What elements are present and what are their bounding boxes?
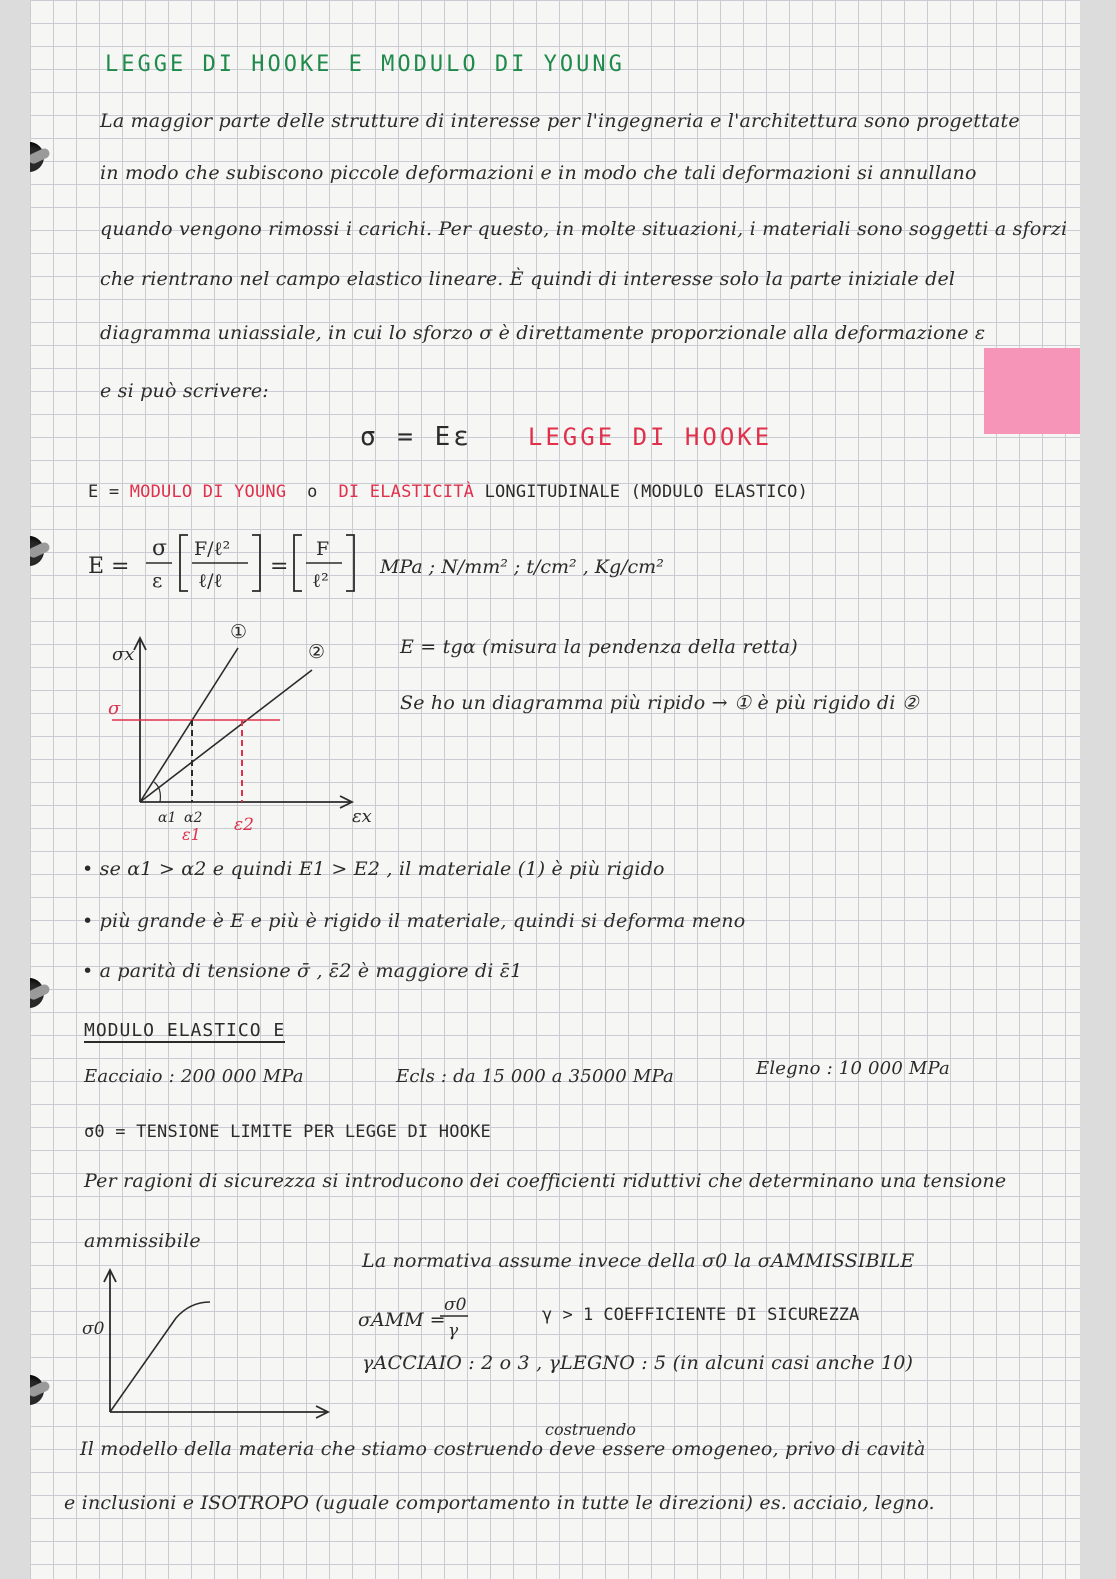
paragraph-line: che rientrano nel campo elastico lineare. È quindi di interesse solo la parte iniziale del bbox=[100, 268, 956, 290]
formula-eq: = bbox=[270, 554, 289, 579]
samm-lhs: σAMM = bbox=[358, 1309, 446, 1331]
graph1-y-label: σx bbox=[112, 644, 135, 665]
limit-stress-graph bbox=[80, 1262, 340, 1422]
graph1-alpha2: α2 bbox=[184, 810, 203, 826]
sigma-amm-formula bbox=[352, 1290, 1052, 1346]
notebook-page bbox=[30, 0, 1080, 1579]
formula-lhs: E = bbox=[88, 554, 130, 579]
bracket1-den: ℓ/ℓ bbox=[198, 570, 223, 592]
norm-line: La normativa assume invece della σ0 la σAMMISSIBILE bbox=[362, 1250, 915, 1272]
graph1-line2-label: ② bbox=[308, 641, 326, 663]
bracket2-num: F bbox=[316, 538, 330, 560]
sigma0-definition: σ0 = TENSIONE LIMITE PER LEGGE DI HOOKE bbox=[84, 1122, 491, 1142]
safety-line: Per ragioni di sicurezza si introducono dei coefficienti riduttivi che determinano una tensione bbox=[84, 1170, 1007, 1192]
graph1-sigma: σ bbox=[108, 698, 121, 719]
young-formula bbox=[80, 525, 780, 605]
limit-curve bbox=[110, 1302, 210, 1412]
sticky-note bbox=[984, 348, 1080, 434]
graph1-eps1: ε1 bbox=[182, 825, 201, 844]
bullet-line: • più grande è E e più è rigido il materiale, quindi si deforma meno bbox=[82, 910, 746, 932]
formula-units: MPa ; N/mm² ; t/cm² , Kg/cm² bbox=[380, 556, 664, 578]
graph1-x-label: εx bbox=[352, 806, 372, 827]
graph2-y-label: σ0 bbox=[82, 1319, 105, 1339]
graph1-alpha1: α1 bbox=[158, 810, 177, 826]
paragraph-line: quando vengono rimossi i carichi. Per questo, in molte situazioni, i materiali sono soggetti a sforzi bbox=[100, 218, 1068, 240]
frac-num: σ bbox=[152, 536, 168, 561]
line-1 bbox=[140, 648, 238, 802]
final-line: Il modello della materia che stiamo costruendo deve essere omogeneo, privo di cavità bbox=[80, 1438, 926, 1460]
paragraph-line: La maggior parte delle strutture di interesse per l'ingegneria e l'architettura sono progettate bbox=[100, 110, 1020, 132]
paragraph-line: e si può scrivere: bbox=[100, 380, 269, 402]
section-title: MODULO ELASTICO E bbox=[84, 1020, 286, 1041]
def-red-1: MODULO DI YOUNG bbox=[129, 482, 287, 502]
correction-word: costruendo bbox=[545, 1420, 636, 1439]
graph1-note: Se ho un diagramma più ripido → ① è più rigido di ② bbox=[400, 692, 920, 714]
modulus-wood: Elegno : 10 000 MPa bbox=[756, 1058, 950, 1079]
safety-line: ammissibile bbox=[84, 1230, 201, 1252]
samm-num: σ0 bbox=[444, 1295, 467, 1315]
hooke-law bbox=[360, 422, 772, 452]
young-modulus-definition bbox=[88, 482, 808, 502]
modulus-steel: Eacciaio : 200 000 MPa bbox=[84, 1066, 304, 1087]
bracket1-num: F/ℓ² bbox=[194, 538, 231, 560]
samm-den: γ bbox=[448, 1321, 459, 1341]
binder-hole bbox=[30, 142, 44, 172]
binder-hole bbox=[30, 536, 44, 566]
frac-den: ε bbox=[152, 568, 163, 592]
bullet-line: • a parità di tensione σ̄ , ε̄2 è maggiore di ε̄1 bbox=[82, 960, 523, 982]
bracket2-den: ℓ² bbox=[312, 570, 329, 592]
def-rest: LONGITUDINALE (MODULO ELASTICO) bbox=[484, 482, 809, 502]
page-title: LEGGE DI HOOKE E MODULO DI YOUNG bbox=[105, 52, 625, 77]
hooke-formula: σ = Eε bbox=[360, 422, 472, 452]
line-2 bbox=[140, 670, 312, 802]
graph1-eps2: ε2 bbox=[234, 815, 254, 835]
binder-hole bbox=[30, 1375, 44, 1405]
graph1-note: E = tgα (misura la pendenza della retta) bbox=[400, 636, 798, 658]
hooke-label: LEGGE DI HOOKE bbox=[527, 423, 773, 451]
paragraph-line: in modo che subiscono piccole deformazioni e in modo che tali deformazioni si annullano bbox=[100, 162, 977, 184]
modulus-concrete: Ecls : da 15 000 a 35000 MPa bbox=[396, 1066, 674, 1087]
paragraph-line: diagramma uniassiale, in cui lo sforzo σ è direttamente proporzionale alla deformazione ε bbox=[100, 322, 986, 344]
gamma-values: γACCIAIO : 2 o 3 , γLEGNO : 5 (in alcuni casi anche 10) bbox=[362, 1352, 914, 1374]
bullet-line: • se α1 > α2 e quindi E1 > E2 , il materiale (1) è più rigido bbox=[82, 858, 665, 880]
samm-cond: γ > 1 COEFFICIENTE DI SICUREZZA bbox=[542, 1305, 860, 1325]
def-red-2: DI ELASTICITÀ bbox=[338, 482, 475, 502]
stress-strain-graph bbox=[90, 610, 420, 850]
def-prefix: E = bbox=[88, 482, 120, 502]
graph1-line1-label: ① bbox=[230, 621, 248, 643]
final-line: e inclusioni e ISOTROPO (uguale comportamento in tutte le direzioni) es. acciaio, legno. bbox=[64, 1492, 935, 1514]
binder-hole bbox=[30, 978, 44, 1008]
def-mid: o bbox=[307, 482, 318, 502]
